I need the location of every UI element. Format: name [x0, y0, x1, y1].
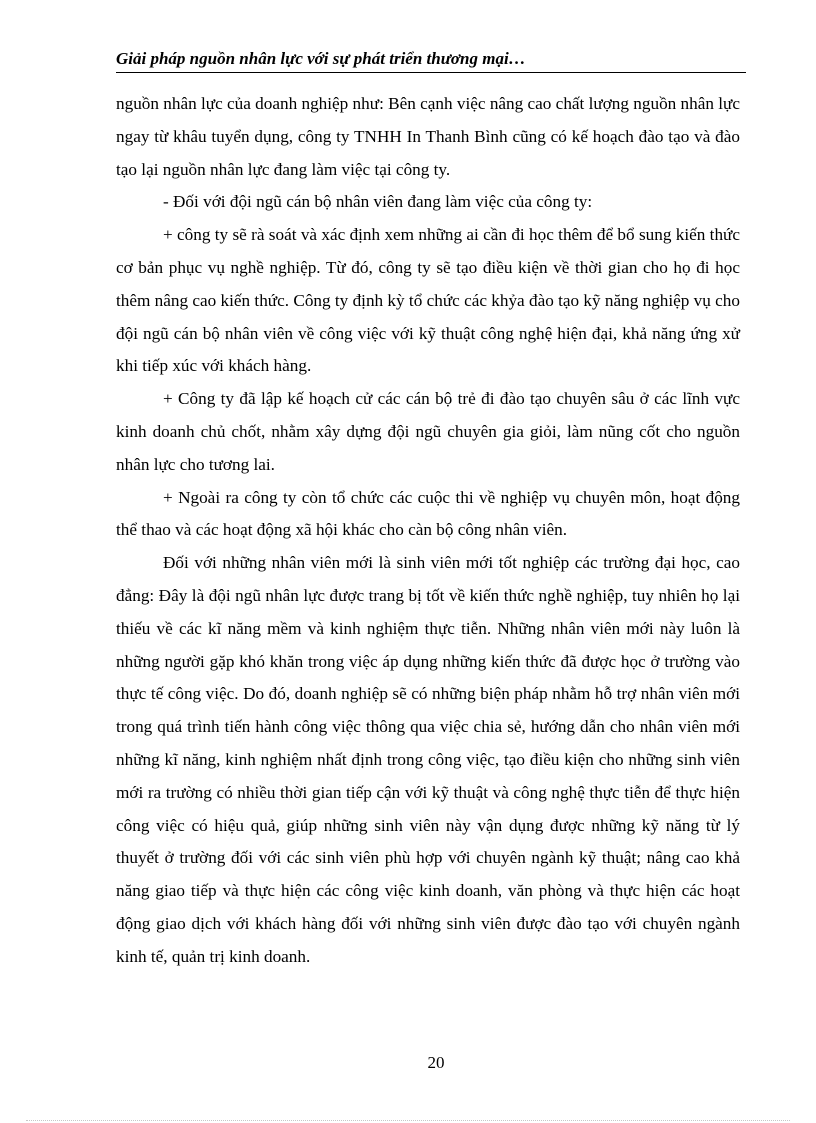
page-header — [116, 48, 746, 73]
document-body — [116, 88, 740, 974]
paragraph-competitions: + Ngoài ra công ty còn tổ chức các cuộc thi về nghiệp vụ chuyên môn, hoạt động thể thao và các hoạt động xã hội khác cho càn bộ công nhân viên. — [116, 487, 740, 540]
paragraph-specialist-training: + Công ty đã lập kế hoạch cử các cán bộ trẻ đi đào tạo chuyên sâu ở các lĩnh vực kinh doanh chủ chốt, nhằm xây dựng đội ngũ chuyên gia giỏi, làm nũng cốt cho nguồn nhân lực cho tương lai. — [116, 389, 740, 474]
paragraph-new-employees: Đối với những nhân viên mới là sinh viên mới tốt nghiệp các trường đại học, cao đẳng: Đây là đội ngũ nhân lực được trang bị tốt về kiến thức nghề nghiệp, tuy nhiên họ lại thiếu về các kĩ năng mềm và kinh nghiệm thực tiễn. Những nhân viên mới này luôn là những người gặp khó khăn trong việc áp dụng những kiến thức đã được học ở trường vào thực tế công việc. Do đó, doanh nghiệp sẽ có những biện pháp nhằm hỗ trợ nhân viên mới trong quá trình tiến hành công việc thông qua việc chia sẻ, hướng dẫn cho nhân viên mới những kĩ năng, kinh nghiệm nhất định trong công việc, tạo điều kiện cho những sinh viên mới ra trường có nhiều thời gian tiếp cận với kỹ thuật và công nghệ thực tiễn để thực hiện công việc có hiệu quả, giúp những sinh viên này vận dụng được những kỹ năng từ lý thuyết ở trường đối với các sinh viên phù hợp với chuyên ngành kỹ thuật; nâng cao khả năng giao tiếp và thực hiện các công việc kinh doanh, văn phòng và thực hiện các hoạt động giao dịch với khách hàng đối với những sinh viên được đào tạo với chuyên ngành kinh tế, quản trị kinh doanh. — [116, 553, 740, 966]
paragraph-current-staff-heading: - Đối với đội ngũ cán bộ nhân viên đang làm việc của công ty: — [163, 192, 593, 212]
footer-divider — [26, 1120, 790, 1121]
paragraph-continuation: nguồn nhân lực của doanh nghiệp như: Bên cạnh việc nâng cao chất lượng nguồn nhân lực ngay từ khâu tuyển dụng, công ty TNHH In Thanh Bình cũng có kế hoạch đào tạo và đào tạo lại nguồn nhân lực đang làm việc tại công ty. — [116, 94, 740, 179]
paragraph-review-training: + công ty sẽ rà soát và xác định xem những ai cần đi học thêm để bổ sung kiến thức cơ bản phục vụ nghề nghiệp. Từ đó, công ty sẽ tạo điều kiện về thời gian cho họ đi học thêm nâng cao kiến thức. Công ty định kỳ tổ chức các khỷa đào tạo kỹ năng nghiệp vụ cho đội ngũ cán bộ nhân viên về công việc với kỹ thuật công nghệ hiện đại, khả năng ứng xử khi tiếp xúc với khách hàng. — [116, 225, 740, 376]
page-number: 20 — [427, 1053, 445, 1072]
header-title: Giải pháp nguồn nhân lực với sự phát triển thương mại… — [116, 49, 526, 68]
